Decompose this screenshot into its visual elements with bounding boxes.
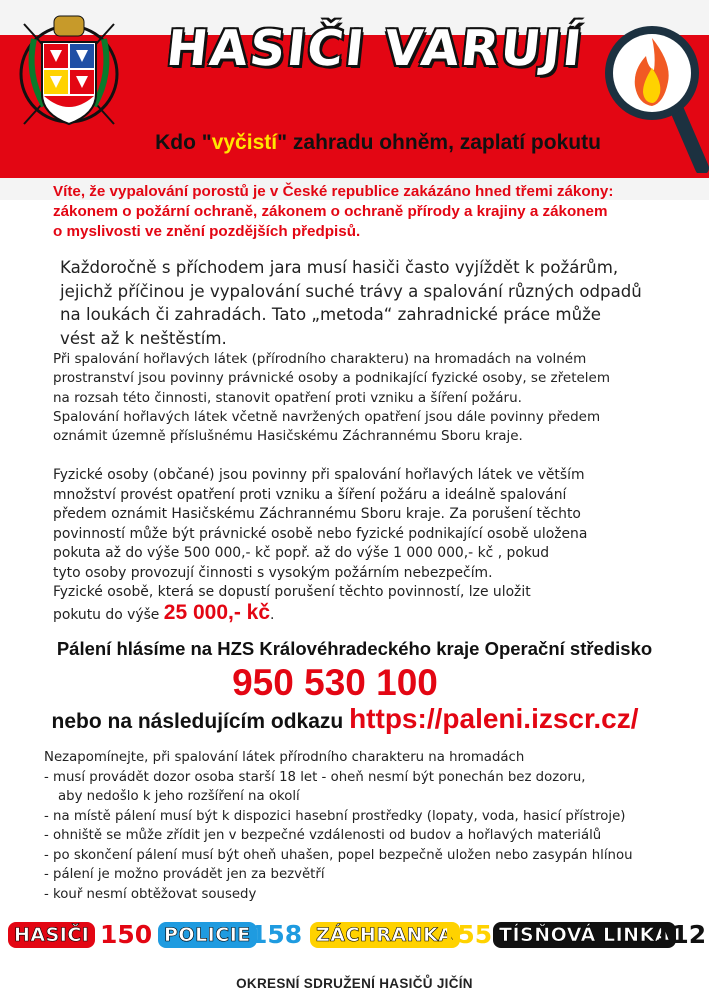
intro-line: Každoročně s příchodem jara musí hasiči často vyjíždět k požárům, — [60, 258, 619, 277]
intro-line: jejichž příčinou je vypalování suché trávy a spalování různých odpadů — [60, 281, 642, 301]
legal-entities-paragraph — [53, 350, 693, 446]
paragraph-line: oznámit územně příslušnému Hasičskému Záchrannému Sboru kraje. — [53, 428, 523, 445]
rule-item: - po skončení pálení musí být oheň uhašen, popel bezpečně uložen nebo zasypán hlínou — [44, 847, 633, 863]
report-url-link[interactable]: https://paleni.izscr.cz/ — [349, 703, 639, 734]
emergency-number-emergency-line: 112 — [654, 920, 707, 949]
warning-line: o myslivosti ve znění pozdějších předpisů. — [53, 223, 361, 240]
headline: HASIČI VARUJÍ — [163, 20, 587, 77]
footer-organization: OKRESNÍ SDRUŽENÍ HASIČŮ JIČÍN — [236, 976, 473, 991]
paragraph-line: Fyzické osoby (občané) jsou povinny při spalování hořlavých látek ve větším — [53, 467, 585, 483]
paragraph-line: Při spalování hořlavých látek (přírodního charakteru) na hromadách na volném — [53, 351, 587, 367]
emergency-number-ambulance: 155 — [440, 920, 493, 949]
rule-item: - kouř nesmí obtěžovat sousedy — [44, 886, 257, 902]
emergency-label-ambulance: ZÁCHRANKA — [310, 922, 460, 948]
emergency-label-police: POLICIE — [158, 922, 257, 948]
warning-line: Víte, že vypalování porostů je v České republice zakázáno hned třemi zákony: — [53, 183, 614, 200]
intro-paragraph — [60, 256, 680, 350]
fire-brigade-emblem-icon — [14, 14, 124, 134]
legal-warning — [53, 182, 653, 242]
fine-amount: 25 000,- kč — [163, 600, 271, 624]
intro-line: na loukách či zahradách. Tato „metoda“ zahradnické práce může — [60, 305, 602, 324]
link-pre: nebo na následujícím odkazu — [51, 710, 350, 733]
paragraph-line: pokuta až do výše 500 000,- kč popř. až do výše 1 000 000,- kč , pokud — [53, 545, 550, 561]
report-text: Pálení hlásíme na HZS Královéhradeckého kraje Operační středisko — [56, 638, 653, 659]
paragraph-line: množství provést opatření proti vzniku a šíření požáru a ideálně spalování — [53, 486, 567, 503]
phone-number[interactable]: 950 530 100 — [232, 662, 438, 703]
warning-line: zákonem o požární ochraně, zákonem o ochraně přírody a krajiny a zákonem — [53, 203, 608, 220]
paragraph-line: Spalování hořlavých látek včetně navržených opatření jsou dále povinny předem — [53, 408, 601, 425]
emergency-numbers — [0, 918, 709, 956]
rule-item-continuation: aby nedošlo k jeho rozšíření na okolí — [58, 789, 300, 804]
rule-item: - na místě pálení musí být k dispozici hasební prostředky (lopaty, voda, hasicí přístroje) — [44, 808, 626, 824]
rules-intro: Nezapomínejte, při spalování látek přírodního charakteru na hromadách — [44, 750, 525, 765]
subtitle — [118, 131, 638, 155]
rule-item: - musí provádět dozor osoba starší 18 let - oheň nesmí být ponechán bez dozoru, — [44, 769, 586, 785]
paragraph-line: předem oznámit Hasičskému Záchrannému Sboru kraje. Za porušení těchto — [53, 506, 581, 522]
subtitle-pre: Kdo " — [155, 131, 212, 154]
fine-line — [53, 600, 693, 626]
rule-item: - ohniště se může zřídit jen v bezpečné vzdálenosti od budov a hořlavých materiálů — [44, 828, 602, 843]
natural-persons-paragraph — [53, 466, 693, 625]
subtitle-post: " zahradu ohněm, zaplatí pokutu — [277, 131, 601, 154]
paragraph-line: povinností může být právnické osobě nebo fyzické podnikající osobě uložena — [53, 525, 588, 542]
fine-post: . — [270, 606, 275, 623]
paragraph-line: prostranství jsou povinny právnické osoby a podnikající fyzické osoby, se zřetelem — [53, 370, 611, 387]
subtitle-highlight: vyčistí — [211, 131, 278, 154]
rule-item: - pálení je možno provádět jen za bezvětří — [44, 867, 325, 882]
paragraph-line: Fyzické osobě, která se dopustí porušení těchto povinností, lze uložit — [53, 584, 531, 600]
fine-pre: pokutu do výše — [53, 606, 164, 623]
emergency-number-police: 158 — [250, 920, 303, 949]
paragraph-line: na rozsah této činnosti, stanovit opatření proti vzniku a šíření požáru. — [53, 389, 522, 406]
rules-list — [44, 748, 684, 904]
report-link-line — [0, 703, 690, 735]
emergency-label-emergency-line: TÍSŇOVÁ LINKA — [493, 922, 676, 948]
paragraph-line: tyto osoby provozují činnosti s vysokým požárním nebezpečím. — [53, 564, 493, 581]
emergency-label-fire: HASIČI — [8, 922, 95, 948]
emergency-number-fire: 150 — [100, 920, 153, 949]
intro-line: vést až k neštěstím. — [60, 328, 227, 348]
